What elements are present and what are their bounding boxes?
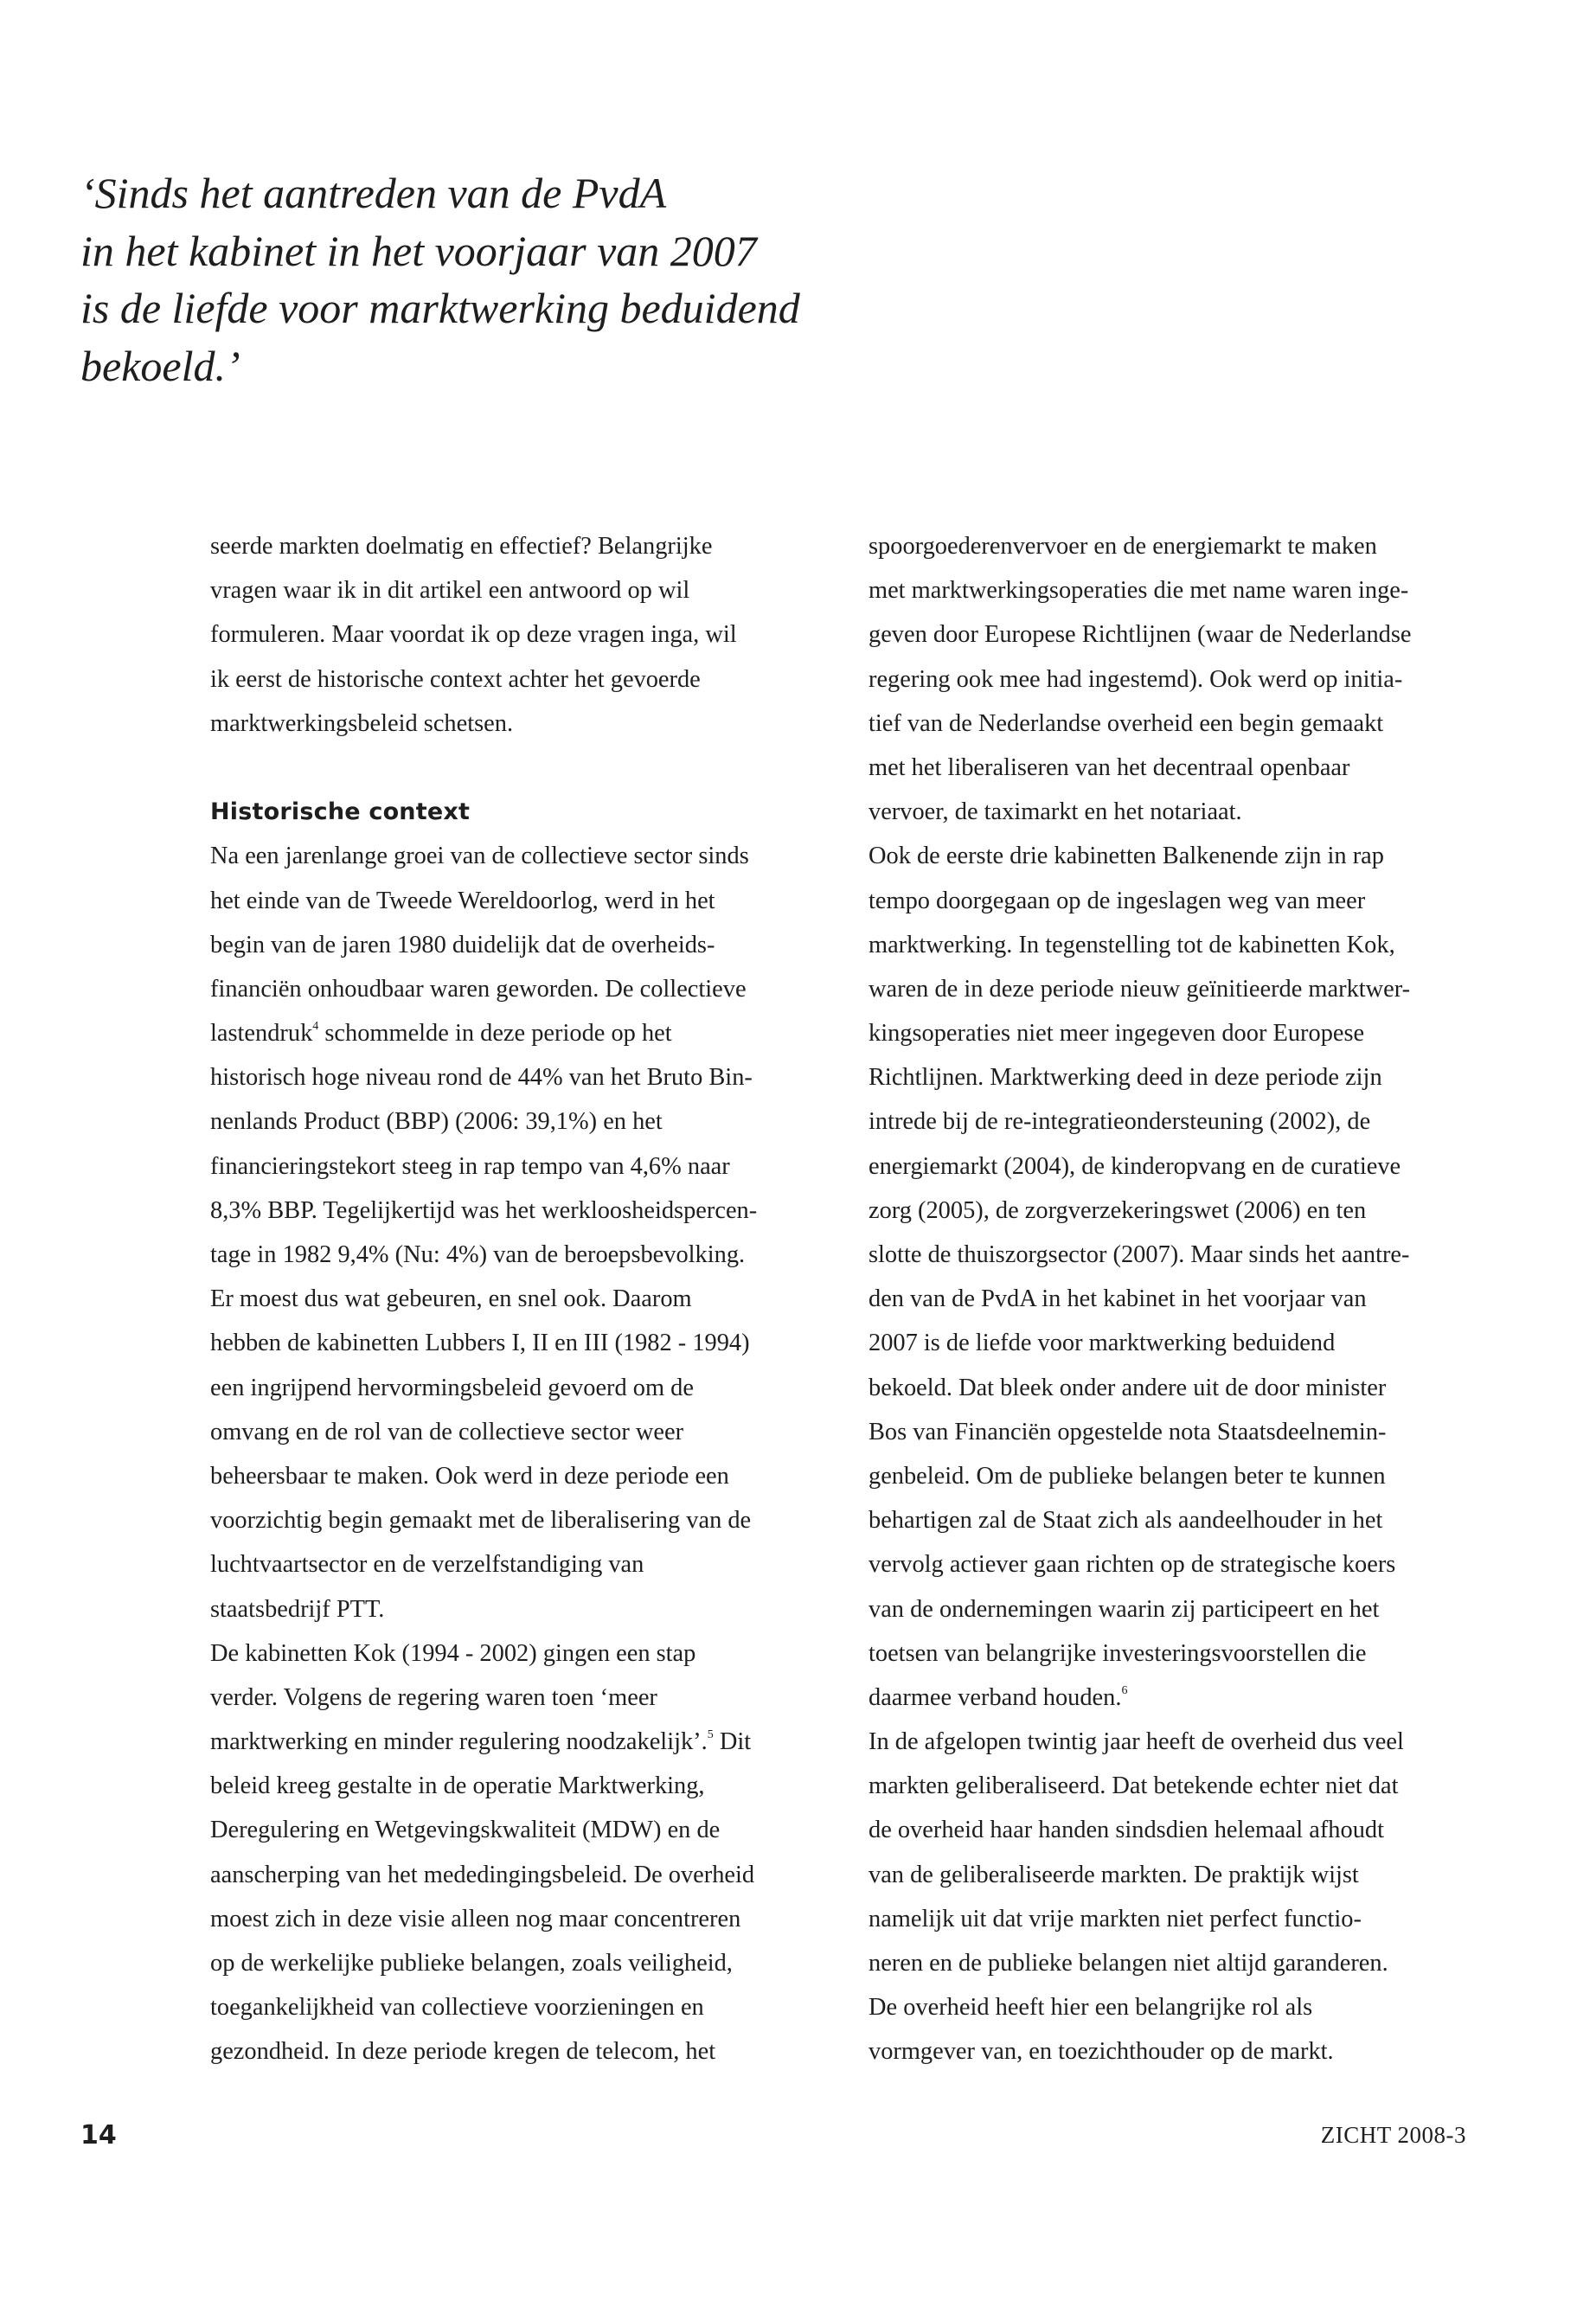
- text-line: financieringstekort steeg in rap tempo van 4,6% naar: [210, 1152, 730, 1180]
- text-line: vervoer, de taximarkt en het notariaat.: [869, 798, 1242, 826]
- text-fragment: schommelde in deze periode op het: [318, 1020, 672, 1048]
- text-line: een ingrijpend hervormingsbeleid gevoerd om de: [210, 1374, 694, 1401]
- text-line: spoorgoederenvervoer en de energiemarkt te maken: [869, 533, 1377, 560]
- paragraph-gap: [210, 746, 816, 790]
- text-fragment: Dit: [713, 1728, 752, 1756]
- pull-quote-line: is de liefde voor marktwerking beduidend: [80, 284, 800, 332]
- text-line: ik eerst de historische context achter het gevoerde: [210, 665, 701, 693]
- footnote-marker: 5: [707, 1728, 714, 1742]
- text-line: beheersbaar te maken. Ook werd in deze periode een: [210, 1462, 729, 1490]
- text-line: van de ondernemingen waarin zij participeert en het: [869, 1595, 1380, 1623]
- footnote-marker: 6: [1121, 1683, 1128, 1697]
- text-line: den van de PvdA in het kabinet in het voorjaar van: [869, 1285, 1367, 1313]
- text-line: aanscherping van het mededingingsbeleid. De overheid: [210, 1861, 755, 1888]
- text-line: begin van de jaren 1980 duidelijk dat de overheids-: [210, 931, 715, 958]
- text-line: In de afgelopen twintig jaar heeft de overheid dus veel: [869, 1728, 1404, 1756]
- text-line: slotte de thuiszorgsector (2007). Maar sinds het aantre-: [869, 1241, 1410, 1268]
- text-line: historisch hoge niveau rond de 44% van het Bruto Bin-: [210, 1064, 753, 1092]
- text-line: van de geliberaliseerde markten. De praktijk wijst: [869, 1861, 1359, 1888]
- text-line: gezondheid. In deze periode kregen de telecom, het: [210, 2038, 716, 2066]
- text-line: genbeleid. Om de publieke belangen beter te kunnen: [869, 1462, 1386, 1490]
- text-line: intrede bij de re-integratieondersteuning (2002), de: [869, 1108, 1371, 1136]
- text-line: het einde van de Tweede Wereldoorlog, werd in het: [210, 887, 715, 914]
- text-line: tage in 1982 9,4% (Nu: 4%) van de beroepsbevolking.: [210, 1241, 746, 1268]
- text-line: financiën onhoudbaar waren geworden. De collectieve: [210, 975, 747, 1003]
- section-heading: Historische context: [210, 798, 471, 826]
- text-line: vervolg actiever gaan richten op de strategische koers: [869, 1551, 1396, 1579]
- text-line: Richtlijnen. Marktwerking deed in deze periode zijn: [869, 1064, 1382, 1092]
- text-line: 2007 is de liefde voor marktwerking beduidend: [869, 1330, 1336, 1357]
- right-column: [869, 524, 1474, 2074]
- text-line: neren en de publieke belangen niet altijd garanderen.: [869, 1950, 1388, 1977]
- text-line: toetsen van belangrijke investeringsvoorstellen die: [869, 1639, 1367, 1667]
- pull-quote-line: bekoeld.’: [80, 341, 240, 390]
- text-line: 8,3% BBP. Tegelijkertijd was het werkloosheidspercen-: [210, 1196, 758, 1224]
- text-line: omvang en de rol van de collectieve sector weer: [210, 1418, 684, 1445]
- footnote-marker: 4: [312, 1020, 319, 1034]
- text-line: [210, 1720, 816, 1764]
- text-line: kingsoperaties niet meer ingegeven door Europese: [869, 1020, 1365, 1048]
- text-line: markten geliberaliseerd. Dat betekende echter niet dat: [869, 1772, 1399, 1800]
- text-line: de overheid haar handen sindsdien helemaal afhoudt: [869, 1817, 1384, 1844]
- text-line: hebben de kabinetten Lubbers I, II en III (1982 - 1994): [210, 1330, 750, 1357]
- text-line: moest zich in deze visie alleen nog maar concentreren: [210, 1905, 741, 1932]
- text-line: [869, 1676, 1474, 1720]
- text-fragment: marktwerking en minder regulering noodzakelijk’.: [210, 1728, 708, 1756]
- text-line: luchtvaartsector en de verzelfstandiging van: [210, 1551, 644, 1579]
- text-line: namelijk uit dat vrije markten niet perfect functio-: [869, 1905, 1362, 1932]
- text-line: geven door Europese Richtlijnen (waar de Nederlandse: [869, 621, 1412, 649]
- text-line: met marktwerkingsoperaties die met name waren inge-: [869, 577, 1409, 605]
- text-line: formuleren. Maar voordat ik op deze vragen inga, wil: [210, 621, 737, 649]
- text-line: met het liberaliseren van het decentraal openbaar: [869, 753, 1350, 781]
- pull-quote-line: in het kabinet in het voorjaar van 2007: [80, 226, 757, 275]
- text-line: seerde markten doelmatig en effectief? Belangrijke: [210, 533, 713, 560]
- text-line: Bos van Financiën opgestelde nota Staatsdeelnemin-: [869, 1418, 1387, 1445]
- text-line: staatsbedrijf PTT.: [210, 1595, 385, 1623]
- text-line: verder. Volgens de regering waren toen ‘meer: [210, 1683, 657, 1711]
- left-column: [210, 524, 816, 2074]
- text-line: marktwerkingsbeleid schetsen.: [210, 709, 514, 737]
- text-line: energiemarkt (2004), de kinderopvang en de curatieve: [869, 1152, 1401, 1180]
- text-line: zorg (2005), de zorgverzekeringswet (2006) en ten: [869, 1196, 1367, 1224]
- text-line: waren de in deze periode nieuw geïnitieerde marktwer-: [869, 975, 1411, 1003]
- pull-quote: [80, 164, 928, 394]
- text-line: nenlands Product (BBP) (2006: 39,1%) en het: [210, 1108, 663, 1136]
- text-line: Na een jarenlange groei van de collectieve sector sinds: [210, 843, 749, 870]
- pull-quote-line: ‘Sinds het aantreden van de PvdA: [80, 169, 667, 217]
- page-number: 14: [80, 2120, 117, 2150]
- text-line: behartigen zal de Staat zich als aandeelhouder in het: [869, 1507, 1383, 1535]
- text-fragment: lastendruk: [210, 1020, 313, 1048]
- text-line: vormgever van, en toezichthouder op de markt.: [869, 2038, 1334, 2066]
- text-line: tief van de Nederlandse overheid een begin gemaakt: [869, 709, 1384, 737]
- text-line: tempo doorgegaan op de ingeslagen weg van meer: [869, 887, 1366, 914]
- text-line: [210, 1011, 816, 1055]
- text-line: Er moest dus wat gebeuren, en snel ook. Daarom: [210, 1285, 692, 1313]
- text-line: marktwerking. In tegenstelling tot de kabinetten Kok,: [869, 931, 1395, 958]
- text-line: vragen waar ik in dit artikel een antwoord op wil: [210, 577, 690, 605]
- text-line: regering ook mee had ingestemd). Ook werd op initia-: [869, 665, 1403, 693]
- text-line: op de werkelijke publieke belangen, zoals veiligheid,: [210, 1950, 733, 1977]
- text-line: toegankelijkheid van collectieve voorzieningen en: [210, 1994, 704, 2022]
- text-line: Ook de eerste drie kabinetten Balkenende zijn in rap: [869, 843, 1384, 870]
- text-line: Deregulering en Wetgevingskwaliteit (MDW) en de: [210, 1817, 721, 1844]
- text-fragment: daarmee verband houden.: [869, 1683, 1122, 1711]
- text-line: De kabinetten Kok (1994 - 2002) gingen een stap: [210, 1639, 696, 1667]
- text-line: De overheid heeft hier een belangrijke rol als: [869, 1994, 1313, 2022]
- journal-issue: ZICHT 2008-3: [1320, 2122, 1466, 2148]
- text-line: bekoeld. Dat bleek onder andere uit de door minister: [869, 1374, 1387, 1401]
- text-line: beleid kreeg gestalte in de operatie Marktwerking,: [210, 1772, 705, 1800]
- text-line: voorzichtig begin gemaakt met de liberalisering van de: [210, 1507, 752, 1535]
